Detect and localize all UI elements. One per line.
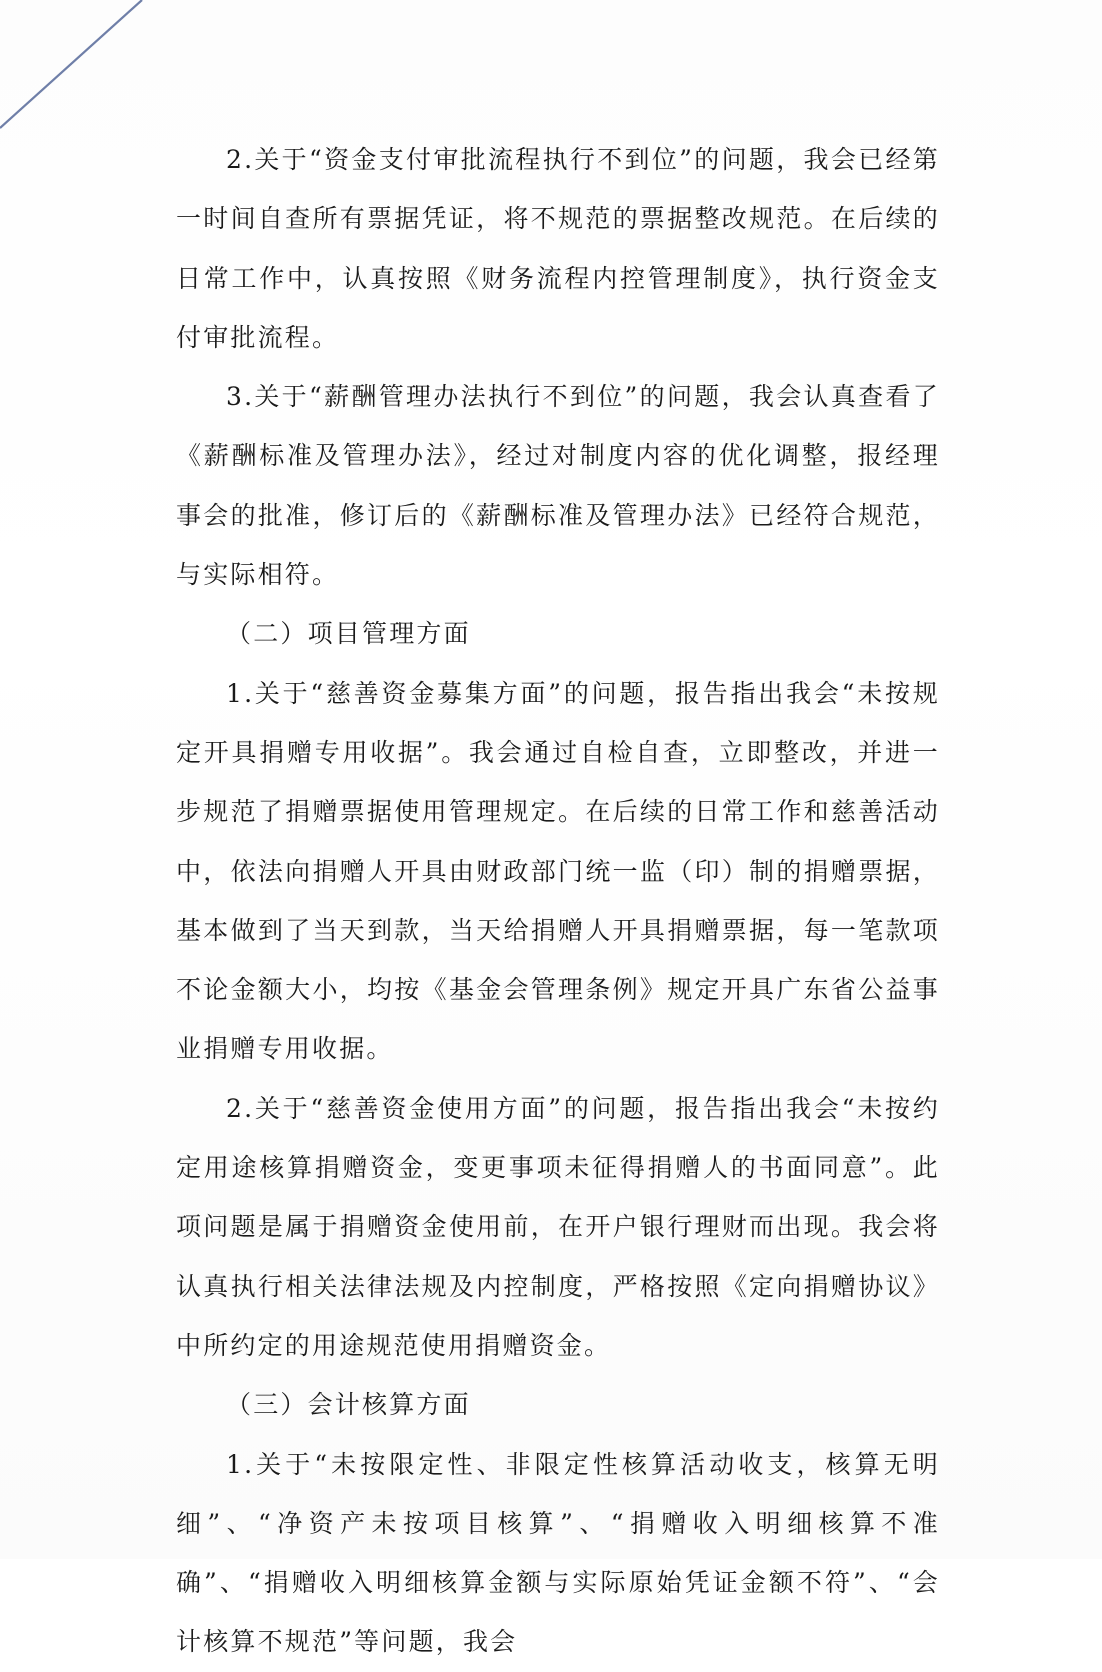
section-heading-project-management: （二）项目管理方面 <box>226 619 471 649</box>
scan-edge-line <box>0 0 160 140</box>
document-body <box>176 130 940 1672</box>
paragraph-charity-fund-usage: 2.关于“慈善资金使用方面”的问题，报告指出我会“未按约定用途核算捐赠资金，变更事项未征得捐赠人的书面同意”。此项问题是属于捐赠资金使用前，在开户银行理财而出现。我会将认真执行相关法律法规及内控制度，严格按照《定向捐赠协议》中所约定的用途规范使用捐赠资金。 <box>176 1093 940 1360</box>
paragraph-fund-payment-approval: 2.关于“资金支付审批流程执行不到位”的问题，我会已经第一时间自查所有票据凭证，将不规范的票据整改规范。在后续的日常工作中，认真按照《财务流程内控管理制度》，执行资金支付审批流程。 <box>176 145 940 352</box>
section-heading-accounting: （三）会计核算方面 <box>226 1390 471 1420</box>
paragraph-charity-fundraising: 1.关于“慈善资金募集方面”的问题，报告指出我会“未按规定开具捐赠专用收据”。我会通过自检自查，立即整改，并进一步规范了捐赠票据使用管理规定。在后续的日常工作和慈善活动中，依法向捐赠人开具由财政部门统一监（印）制的捐赠票据，基本做到了当天到款，当天给捐赠人开具捐赠票据，每一笔款项不论金额大小，均按《基金会管理条例》规定开具广东省公益事业捐赠专用收据。 <box>176 678 940 1064</box>
paragraph-accounting-issues: 1.关于“未按限定性、非限定性核算活动收支，核算无明细”、“净资产未按项目核算”、“捐赠收入明细核算不准确”、“捐赠收入明细核算金额与实际原始凭证金额不符”、“会计核算不规范”等问题，我会 <box>176 1449 940 1657</box>
paragraph-salary-management: 3.关于“薪酬管理办法执行不到位”的问题，我会认真查看了《薪酬标准及管理办法》，经过对制度内容的优化调整，报经理事会的批准，修订后的《薪酬标准及管理办法》已经符合规范，与实际相符。 <box>176 382 940 590</box>
